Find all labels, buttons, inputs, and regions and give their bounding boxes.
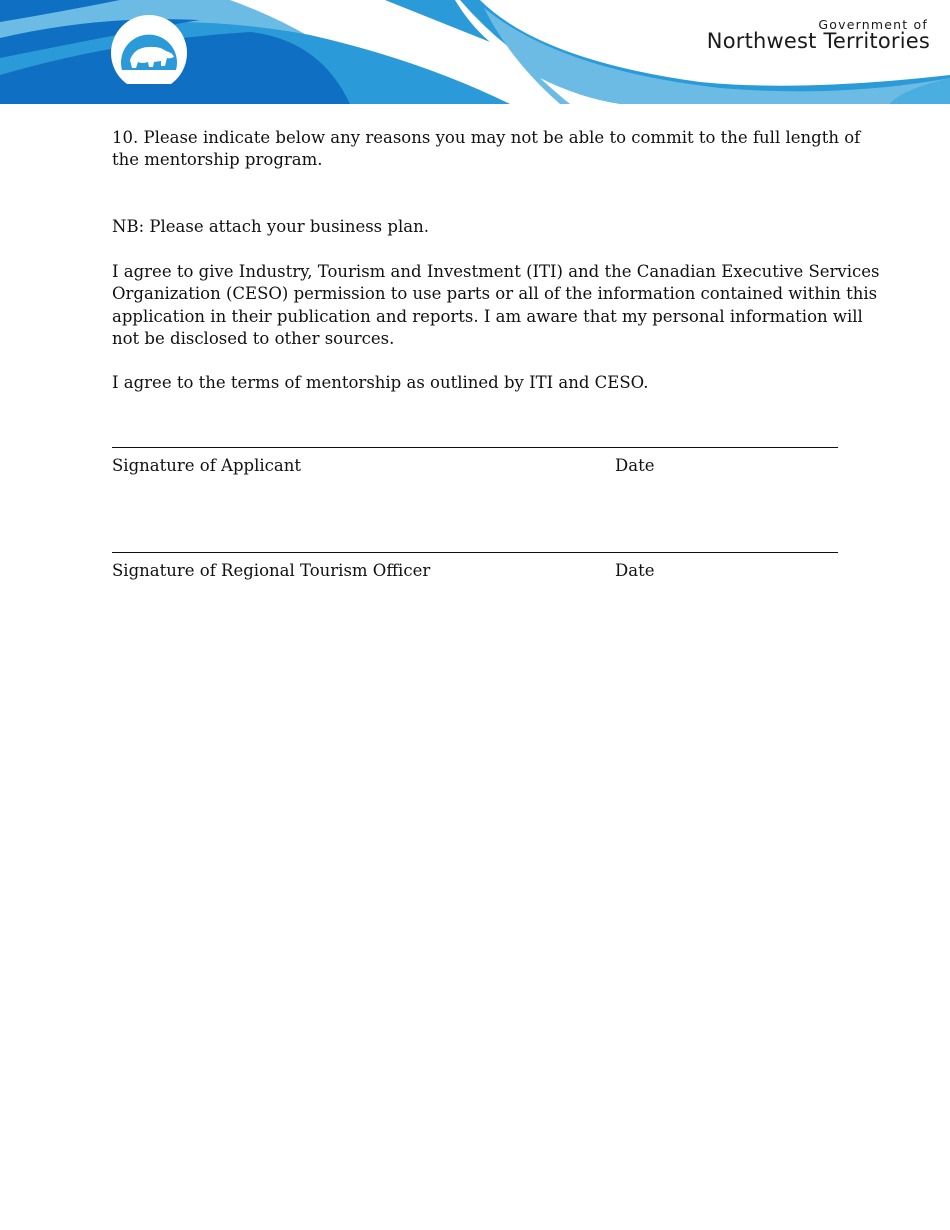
question-10-line: 10. Please indicate below any reasons you may not be able to commit to the full length of — [112, 128, 861, 147]
officer-signature-line[interactable] — [112, 552, 838, 553]
header-banner — [0, 0, 950, 104]
applicant-date-label: Date — [615, 456, 655, 475]
northwest-territories-title: Northwest Territories — [706, 29, 930, 53]
question-10 — [112, 127, 861, 172]
consent-line: not be disclosed to other sources. — [112, 329, 395, 349]
terms-text: I agree to the terms of mentorship as outlined by ITI and CESO. — [112, 373, 649, 392]
officer-signature-label: Signature of Regional Tourism Officer — [112, 561, 431, 580]
government-of-label: Government of — [818, 17, 928, 32]
consent-line: I agree to give Industry, Tourism and Investment (ITI) and the Canadian Executive Services — [112, 262, 880, 281]
applicant-signature-label: Signature of Applicant — [112, 456, 301, 475]
applicant-signature-line[interactable] — [112, 447, 838, 448]
consent-line: Organization (CESO) permission to use parts or all of the information contained within this — [112, 284, 878, 304]
nb-note — [112, 216, 852, 238]
consent-line: application in their publication and reports. I am aware that my personal information will — [112, 306, 863, 326]
nb-note-text: NB: Please attach your business plan. — [112, 217, 429, 236]
polar-bear-logo — [110, 14, 188, 84]
consent-paragraph — [112, 261, 880, 351]
question-10-line: the mentorship program. — [112, 150, 323, 170]
terms-agreement — [112, 372, 852, 394]
officer-date-label: Date — [615, 561, 655, 580]
